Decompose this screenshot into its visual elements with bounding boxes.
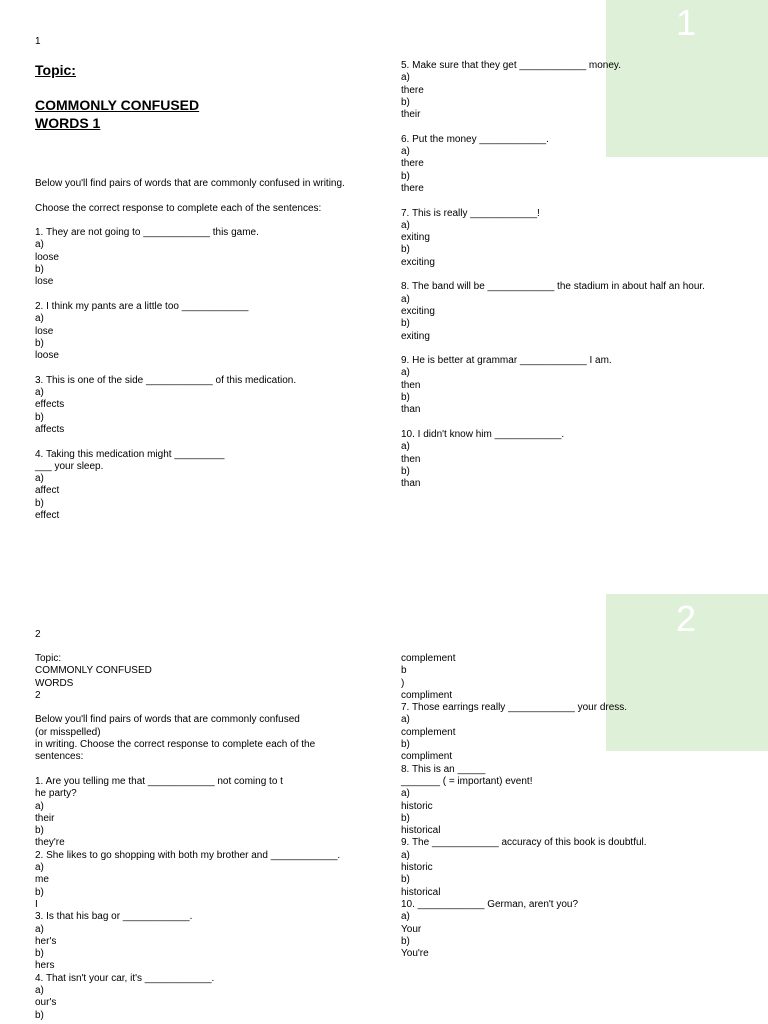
option-a-label: a) xyxy=(35,313,44,325)
text-line: historic xyxy=(401,800,433,812)
text-line: WORDS xyxy=(35,677,74,689)
text-line: hers xyxy=(35,960,55,972)
text-line: historical xyxy=(401,886,441,898)
text-line: a) xyxy=(35,800,44,812)
option-b-value: effect xyxy=(35,510,60,522)
text-line: they're xyxy=(35,837,65,849)
question-item xyxy=(401,60,761,121)
option-b-value: exiting xyxy=(401,330,430,342)
option-a-label: a) xyxy=(35,473,44,485)
option-b-value: affects xyxy=(35,423,65,435)
text-line: b xyxy=(401,665,407,677)
option-a-value: exiting xyxy=(401,232,430,244)
option-a-label: a) xyxy=(401,219,410,231)
question-item xyxy=(35,449,375,523)
text-line: b) xyxy=(401,935,410,947)
text-line: compliment xyxy=(401,689,453,701)
option-b-value: lose xyxy=(35,276,54,288)
option-a-label: a) xyxy=(35,239,44,251)
text-line: Below you'll find pairs of words that are commonly confused xyxy=(35,714,300,726)
option-a-value: there xyxy=(401,158,424,170)
instructions-text: Choose the correct response to complete each of the sentences: xyxy=(35,202,322,214)
question-item xyxy=(401,429,761,490)
page1-left-column xyxy=(35,62,375,522)
text-line: in writing. Choose the correct response to complete each of the xyxy=(35,739,316,751)
option-a-label: a) xyxy=(401,293,410,305)
question-text: 5. Make sure that they get ____________ money. xyxy=(401,60,621,71)
question-text: 3. This is one of the side ____________ of this medication. xyxy=(35,374,297,386)
text-line: b) xyxy=(35,825,44,837)
text-line: a) xyxy=(35,985,44,997)
option-b-label: b) xyxy=(35,497,44,509)
text-line: me xyxy=(35,874,49,886)
text-line: historical xyxy=(401,825,441,837)
text-line: Your xyxy=(401,923,422,935)
text-line: a) xyxy=(35,923,44,935)
text-line: a) xyxy=(35,862,44,874)
option-b-value: there xyxy=(401,182,424,194)
option-b-value: than xyxy=(401,478,421,490)
option-a-value: affect xyxy=(35,485,60,497)
text-line: Topic: xyxy=(35,653,62,664)
text-line: 7. Those earrings really ____________ your dress. xyxy=(401,702,628,714)
page-tab-number: 1 xyxy=(675,2,696,43)
text-line: 8. This is an _____ xyxy=(401,763,486,775)
option-a-label: a) xyxy=(401,72,410,84)
option-b-value: their xyxy=(401,109,421,121)
question-text: 7. This is really ____________! xyxy=(401,207,540,219)
question-item xyxy=(35,375,375,436)
option-a-label: a) xyxy=(35,387,44,399)
text-line: a) xyxy=(401,788,410,800)
text-line: their xyxy=(35,812,55,824)
question-text: 8. The band will be ____________ the stadium in about half an hour. xyxy=(401,281,705,293)
topic-label: Topic: xyxy=(35,62,76,78)
intro-text: Below you'll find pairs of words that are commonly confused in writing. xyxy=(35,178,345,189)
option-a-label: a) xyxy=(401,367,410,379)
question-item xyxy=(401,355,761,416)
option-b-label: b) xyxy=(35,411,44,423)
page-number: 2 xyxy=(35,629,41,640)
option-a-value: then xyxy=(401,453,421,465)
text-line: complement xyxy=(401,726,456,738)
option-a-value: lose xyxy=(35,325,54,337)
option-b-label: b) xyxy=(401,392,410,404)
option-b-label: b) xyxy=(401,170,410,182)
question-text: 1. They are not going to ____________ this game. xyxy=(35,227,259,239)
text-line: a) xyxy=(401,714,410,726)
question-text: 9. He is better at grammar ____________ I am. xyxy=(401,355,612,367)
text-line: 4. That isn't your car, it's ____________. xyxy=(35,972,215,984)
option-b-label: b) xyxy=(35,337,44,349)
page2-right-column xyxy=(401,653,761,960)
option-a-value: effects xyxy=(35,399,65,411)
text-line: a) xyxy=(401,911,410,923)
option-b-label: b) xyxy=(401,465,410,477)
text-line xyxy=(35,702,395,714)
text-line: b) xyxy=(35,948,44,960)
text-line xyxy=(35,764,395,776)
question-text: 2. I think my pants are a little too ____________ xyxy=(35,300,249,312)
option-b-label: b) xyxy=(401,244,410,256)
page-number: 1 xyxy=(35,36,41,47)
text-line: he party? xyxy=(35,788,77,800)
question-text: 10. I didn't know him ____________. xyxy=(401,428,565,440)
text-line: (or misspelled) xyxy=(35,726,101,738)
page1-right-column xyxy=(401,60,761,490)
option-b-label: b) xyxy=(35,264,44,276)
text-line: b) xyxy=(401,812,410,824)
option-a-value: then xyxy=(401,379,421,391)
question-item xyxy=(401,208,761,269)
question-text: 4. Taking this medication might _________ xyxy=(35,448,225,460)
option-b-value: loose xyxy=(35,350,59,362)
option-a-label: a) xyxy=(401,441,410,453)
text-line: 2 xyxy=(35,689,41,701)
question-text: ___ your sleep. xyxy=(35,460,104,472)
text-line: b) xyxy=(35,886,44,898)
question-list-left xyxy=(35,227,375,522)
text-line: 2. She likes to go shopping with both my brother and ____________. xyxy=(35,849,341,861)
text-line: 3. Is that his bag or ____________. xyxy=(35,911,193,923)
text-line: ) xyxy=(401,677,405,689)
text-line: 9. The ____________ accuracy of this book is doubtful. xyxy=(401,837,647,849)
page2-right-text xyxy=(401,653,761,960)
option-a-value: loose xyxy=(35,251,59,263)
question-item xyxy=(401,134,761,195)
page-title-line2: WORDS 1 xyxy=(35,115,101,131)
text-line: a) xyxy=(401,849,410,861)
page-tab-number: 2 xyxy=(675,598,696,639)
text-line: historic xyxy=(401,862,433,874)
option-a-value: exciting xyxy=(401,305,435,317)
text-line: b) xyxy=(35,1009,44,1021)
question-list-right xyxy=(401,60,761,490)
option-a-value: there xyxy=(401,84,424,96)
page2-left-text xyxy=(35,653,395,1022)
text-line: 10. ____________ German, aren't you? xyxy=(401,898,579,910)
text-line: our's xyxy=(35,997,57,1009)
option-b-value: than xyxy=(401,404,421,416)
question-item xyxy=(35,227,375,288)
text-line: b) xyxy=(401,874,410,886)
text-line: complement xyxy=(401,653,456,664)
text-line: I xyxy=(35,898,38,910)
option-b-label: b) xyxy=(401,318,410,330)
text-line: You're xyxy=(401,948,429,960)
page-title-line1: COMMONLY CONFUSED xyxy=(35,97,200,113)
text-line: 1. Are you telling me that ____________ not coming to t xyxy=(35,775,283,787)
text-line: _______ ( = important) event! xyxy=(401,775,533,787)
text-line: her's xyxy=(35,935,57,947)
text-line: b) xyxy=(401,739,410,751)
option-b-value: exciting xyxy=(401,256,435,268)
question-text: 6. Put the money ____________. xyxy=(401,133,549,145)
question-item xyxy=(401,281,761,342)
question-item xyxy=(35,301,375,362)
text-line: COMMONLY CONFUSED xyxy=(35,665,152,677)
page2-left-column xyxy=(35,653,395,1022)
option-a-label: a) xyxy=(401,146,410,158)
text-line: compliment xyxy=(401,751,453,763)
option-b-label: b) xyxy=(401,96,410,108)
text-line: sentences: xyxy=(35,751,84,763)
